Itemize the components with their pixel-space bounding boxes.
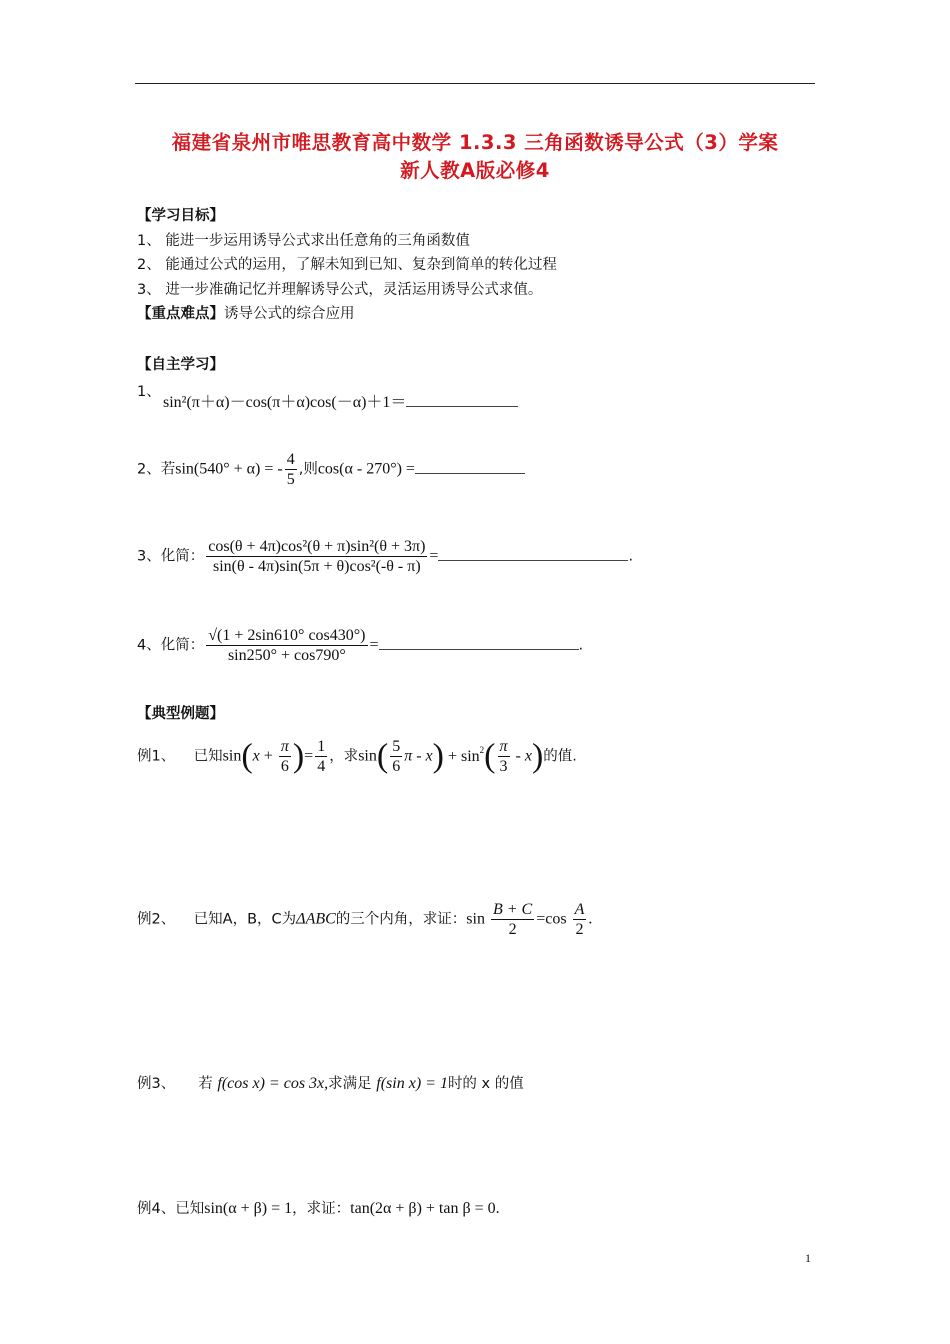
objective-item: 1、 能进一步运用诱导公式求出任意角的三角函数值: [137, 233, 470, 249]
q3-denominator: sin(θ - 4π)sin(5π + θ)cos²(-θ - π): [212, 558, 421, 575]
q1-number: 1、: [137, 384, 161, 400]
ex1-frac-pi-3: $\frac{\pi}{3}$: [499, 738, 508, 775]
ex3-line: [137, 1072, 524, 1093]
q2-pre: sin(540° + α) = -: [175, 460, 283, 478]
q2-answer-blank[interactable]: [415, 459, 525, 474]
ex2-frac-a: $\frac{A}{2}$: [574, 901, 585, 938]
self-study-heading: 【自主学习】: [137, 357, 224, 373]
ex4-mid: ，求证：: [292, 1201, 351, 1217]
q2-post: cos(α - 270°) =: [317, 460, 415, 478]
header-rule: [135, 83, 815, 84]
ex3-end: 时的 x 的值: [447, 1076, 524, 1092]
q1-expression: [163, 389, 518, 412]
q2-line: [137, 450, 525, 489]
ex1-frac-pi-6: $\frac{\pi}{6}$: [280, 738, 289, 775]
ex3-mid: 求满足: [328, 1076, 372, 1092]
ex4-line: [137, 1197, 500, 1218]
q3-answer-blank[interactable]: [438, 546, 628, 561]
q2-fraction: $\frac{4}{5}$: [286, 451, 295, 488]
q4-answer-blank[interactable]: [379, 635, 579, 650]
q4-fraction: [206, 626, 367, 665]
ex4-label: 例4、: [137, 1201, 176, 1217]
q2-number: 2、若: [137, 461, 176, 478]
ex1-frac-1-4: $\frac{1}{4}$: [317, 738, 326, 775]
ex1-frac-5-6: $\frac{5}{6}$: [392, 738, 401, 775]
doc-title-line2: 新人教A版必修4: [400, 159, 550, 182]
q4-denominator: sin250° + cos790°: [227, 647, 346, 664]
q3-line: [137, 537, 633, 576]
ex2-label: 例2、: [137, 911, 176, 928]
examples-heading: 【典型例题】: [137, 706, 224, 722]
ex1-end: 的值.: [543, 748, 577, 765]
q4-end: .: [578, 637, 584, 654]
objective-item: 3、 进一步准确记忆并理解诱导公式，灵活运用诱导公式求值。: [137, 282, 543, 298]
ex4-expr1: sin(α + β) = 1: [204, 1200, 293, 1217]
ex3-expr2: f(sin x) = 1: [376, 1075, 448, 1092]
ex1-line: 例1、 已知sin(x + $\frac{\pi}{6}$ )= $\frac{1}{4}$ ，求sin( $\frac{5}{6}$ $\pi - x) + \sin^2$( $\frac{\pi}{3}$ - x)的值.: [137, 737, 577, 775]
ex2-mid: 的三个内角，求证：: [335, 911, 467, 928]
ex1-label: 例1、: [137, 748, 176, 765]
q3-end: .: [628, 548, 634, 565]
q4-number: 4、化简：: [137, 637, 205, 654]
q4-equals: =: [369, 636, 379, 654]
q2-mid: ,则: [298, 461, 318, 478]
key-heading: 【重点难点】: [137, 306, 224, 322]
q1-answer-blank[interactable]: [406, 392, 518, 407]
ex3-expr1: f(cos x) = cos 3x,: [217, 1075, 329, 1092]
ex4-expr2: tan(2α + β) + tan β = 0.: [350, 1200, 500, 1217]
key-points: [137, 302, 355, 323]
q3-number: 3、化简：: [137, 548, 205, 565]
ex2-pre: 已知A，B，C为: [193, 911, 297, 928]
ex2-triangle: ΔABC: [296, 910, 336, 928]
ex3-label: 例3、: [137, 1076, 176, 1092]
page-number: 1: [805, 1251, 811, 1265]
q1-expr: sin²(π＋α)－cos(π＋α)cos(－α)＋1＝: [163, 394, 407, 411]
ex1-mid: ，求: [329, 748, 359, 765]
objectives-heading: 【学习目标】: [137, 208, 224, 224]
ex3-pre: 若: [198, 1076, 213, 1092]
q3-fraction: [206, 537, 427, 576]
ex1-pre: 已知: [193, 748, 223, 765]
ex2-frac-bc: $\frac{B + C}{2}$: [492, 901, 533, 938]
q3-numerator: cos(θ + 4π)cos²(θ + π)sin²(θ + 3π): [208, 538, 426, 555]
ex4-pre: 已知: [175, 1201, 205, 1217]
doc-title-line1: 福建省泉州市唯思教育高中数学 1.3.3 三角函数诱导公式（3）学案: [171, 131, 779, 154]
q3-equals: =: [429, 547, 439, 565]
q4-numerator: √(1 + 2sin610° cos430°): [208, 627, 366, 644]
q4-line: [137, 626, 583, 665]
ex2-line: 例2、 已知A，B，C为ΔABC的三个内角，求证：sin $\frac{B + C}{2}$ =cos $\frac{A}{2}$ .: [137, 901, 593, 938]
objective-item: 2、 能通过公式的运用，了解未知到已知、复杂到简单的转化过程: [137, 257, 557, 273]
key-text: 诱导公式的综合应用: [224, 306, 355, 322]
